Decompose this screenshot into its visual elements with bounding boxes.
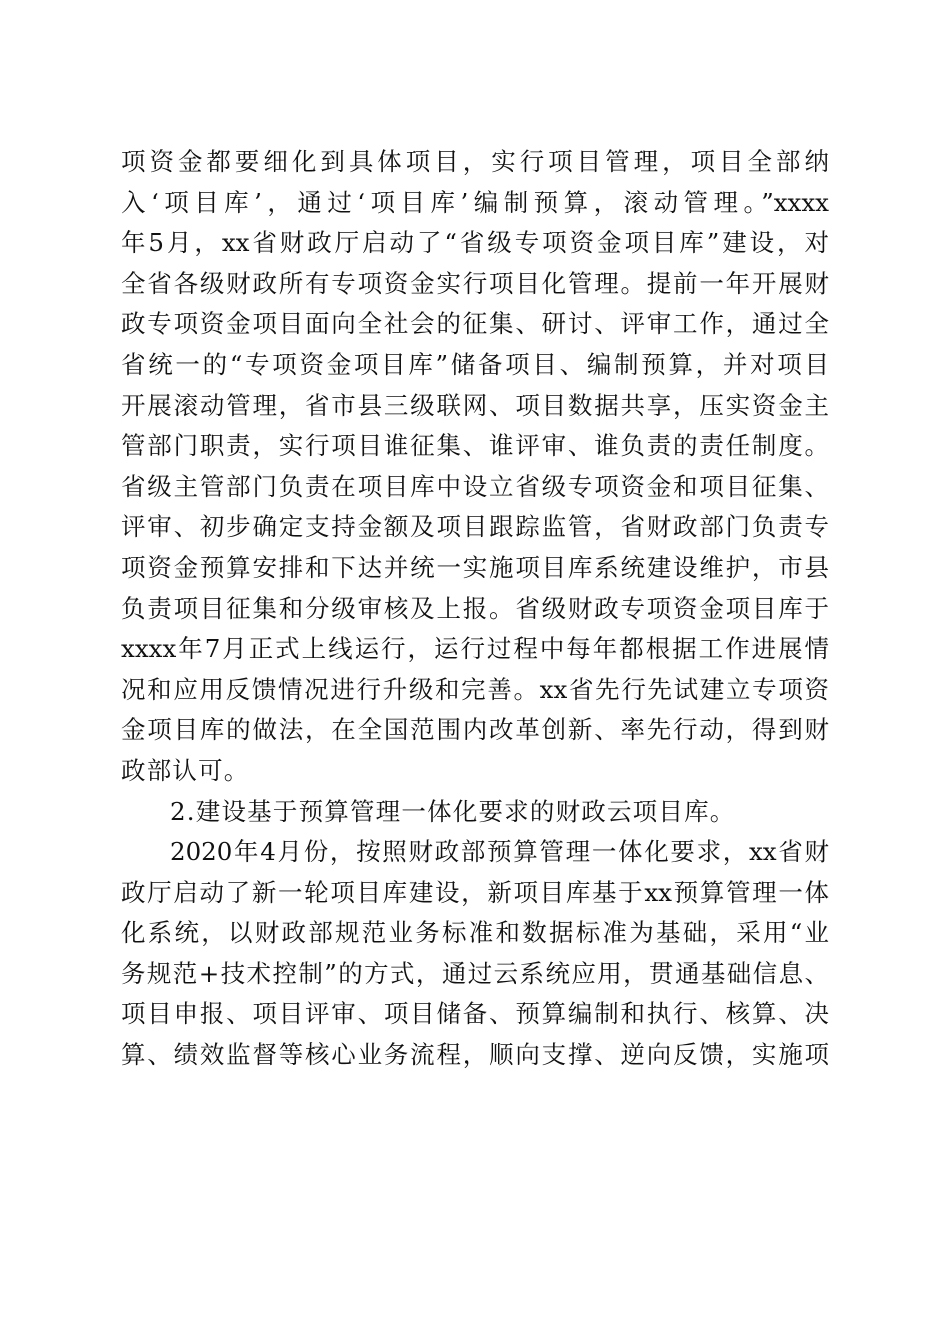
text-line: xxxx年7月正式上线运行，运行过程中每年都根据工作进展情 [121,634,829,664]
text-line: 2020年4月份，按照财政部预算管理一体化要求，xx省财 [170,837,829,867]
text-line: 算、绩效监督等核心业务流程，顺向支撑、逆向反馈，实施项 [121,1040,829,1070]
text-line: 开展滚动管理，省市县三级联网、项目数据共享，压实资金主 [121,390,829,420]
text-line: 省级主管部门负责在项目库中设立省级专项资金和项目征集、 [121,471,829,501]
text-line: 政厅启动了新一轮项目库建设，新项目库基于xx预算管理一体 [121,877,829,907]
text-line: 况和应用反馈情况进行升级和完善。xx省先行先试建立专项资 [121,674,829,704]
text-line: 项资金预算安排和下达并统一实施项目库系统建设维护，市县 [121,552,829,582]
text-line: 负责项目征集和分级审核及上报。省级财政专项资金项目库于 [121,593,829,623]
text-line: 金项目库的做法，在全国范围内改革创新、率先行动，得到财 [121,715,829,745]
text-line: 政部认可。 [121,755,250,785]
text-line: 全省各级财政所有专项资金实行项目化管理。提前一年开展财 [121,268,829,298]
text-line: 省统一的“专项资金项目库”储备项目、编制预算，并对项目 [121,349,829,379]
text-line: 入‘项目库’，通过‘项目库’编制预算，滚动管理。”xxxx [121,187,829,217]
text-line: 年5月，xx省财政厅启动了“省级专项资金项目库”建设，对 [121,228,829,258]
text-line: 政专项资金项目面向全社会的征集、研讨、评审工作，通过全 [121,309,829,339]
text-line: 评审、初步确定支持金额及项目跟踪监管，省财政部门负责专 [121,512,829,542]
text-line: 项目申报、项目评审、项目储备、预算编制和执行、核算、决 [121,999,829,1029]
text-line: 化系统，以财政部规范业务标准和数据标准为基础，采用“业 [121,918,829,948]
text-line: 项资金都要细化到具体项目，实行项目管理，项目全部纳 [121,147,829,176]
text-line: 2.建设基于预算管理一体化要求的财政云项目库。 [170,796,736,826]
text-line: 管部门职责，实行项目谁征集、谁评审、谁负责的责任制度。 [121,431,829,461]
document-body [121,142,829,1076]
text-line: 务规范+技术控制”的方式，通过云系统应用，贯通基础信息、 [121,958,829,988]
